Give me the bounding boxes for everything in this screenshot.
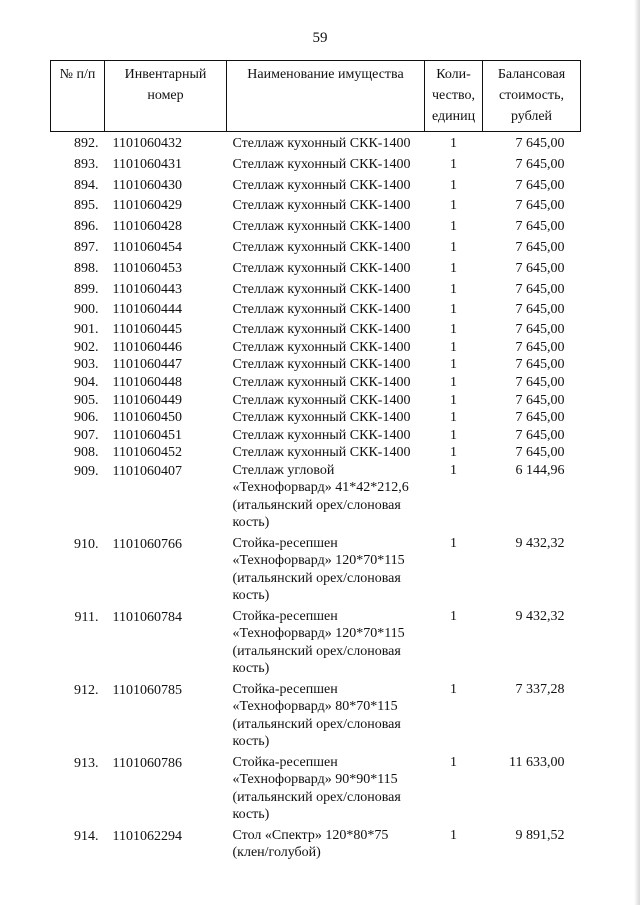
- property-name: Стеллаж кухонный СКК-1400: [232, 260, 411, 276]
- table-row: [51, 409, 581, 427]
- property-table-container: [50, 60, 581, 865]
- row-number: 900.: [74, 302, 99, 318]
- quantity: 1: [450, 239, 457, 255]
- property-name-line: Стол «Спектр» 120*80*75: [232, 827, 389, 843]
- property-name-line: (итальянский орех/слоновая: [232, 643, 401, 659]
- inventory-number: 1101060449: [112, 392, 182, 408]
- balance-cost: 6 144,96: [515, 462, 565, 478]
- property-name-line: кость): [232, 515, 270, 531]
- quantity: 1: [450, 462, 457, 478]
- table-row: [51, 444, 581, 462]
- balance-cost: 9 432,32: [515, 608, 565, 624]
- property-name-line: Стойка-ресепшен: [232, 608, 338, 624]
- table-row: [51, 339, 581, 357]
- row-number: 902.: [74, 339, 99, 355]
- inventory-number: 1101062294: [112, 828, 182, 844]
- inventory-number: 1101060450: [112, 410, 182, 426]
- row-number: 899.: [74, 281, 99, 297]
- row-number: 898.: [74, 260, 99, 276]
- property-name: Стеллаж кухонный СКК-1400: [232, 445, 411, 461]
- balance-cost: 11 633,00: [509, 754, 565, 770]
- table-row: [51, 681, 581, 754]
- table-row: [51, 356, 581, 374]
- row-number: 894.: [74, 177, 99, 193]
- table-row: [51, 321, 581, 339]
- page-number: 59: [312, 30, 328, 46]
- quantity: 1: [450, 281, 457, 297]
- balance-cost: 7 645,00: [515, 445, 565, 461]
- inventory-number: 1101060785: [112, 682, 182, 698]
- quantity: 1: [450, 410, 457, 426]
- balance-cost: 9 891,52: [515, 827, 565, 843]
- property-name-line: Стойка-ресепшен: [232, 754, 338, 770]
- property-name: Стеллаж кухонный СКК-1400: [232, 322, 411, 338]
- balance-cost: 7 645,00: [515, 427, 565, 443]
- quantity: 1: [450, 260, 457, 276]
- property-name: Стеллаж кухонный СКК-1400: [232, 374, 411, 390]
- table-row: [51, 462, 581, 535]
- property-name-line: (итальянский орех/слоновая: [232, 497, 401, 513]
- property-name-line: «Технофорвард» 80*70*115: [232, 699, 398, 715]
- balance-cost: 7 645,00: [515, 302, 565, 318]
- property-name: Стеллаж кухонный СКК-1400: [232, 281, 411, 297]
- inventory-number: 1101060431: [112, 156, 182, 172]
- balance-cost: 7 645,00: [515, 374, 565, 390]
- inventory-number: 1101060452: [112, 445, 182, 461]
- inventory-number: 1101060784: [112, 609, 182, 625]
- inventory-number: 1101060432: [112, 136, 182, 151]
- inventory-number: 1101060451: [112, 427, 182, 443]
- property-name-line: кость): [232, 807, 270, 823]
- inventory-number: 1101060766: [112, 536, 182, 552]
- quantity: 1: [450, 302, 457, 318]
- row-number: 909.: [74, 463, 99, 479]
- balance-cost: 9 432,32: [515, 535, 565, 551]
- balance-cost: 7 645,00: [515, 357, 565, 373]
- table-row: [51, 280, 581, 301]
- table-row: [51, 196, 581, 217]
- balance-cost: 7 337,28: [515, 681, 565, 697]
- property-name: Стеллаж кухонный СКК-1400: [232, 339, 411, 355]
- balance-cost: 7 645,00: [515, 136, 565, 151]
- quantity: 1: [450, 427, 457, 443]
- inventory-number: 1101060443: [112, 281, 182, 297]
- property-name: Стеллаж кухонный СКК-1400: [232, 357, 411, 373]
- quantity: 1: [450, 219, 457, 235]
- property-name: [227, 462, 425, 535]
- header-cost: Балансовая стоимость, рублей: [483, 61, 581, 132]
- inventory-number: 1101060447: [112, 357, 182, 373]
- balance-cost: 7 645,00: [515, 339, 565, 355]
- property-name: [227, 608, 425, 681]
- table-row: [51, 176, 581, 197]
- table-row: [51, 217, 581, 238]
- quantity: 1: [450, 136, 457, 151]
- table-row: [51, 392, 581, 410]
- property-name-line: «Технофорвард» 120*70*115: [232, 626, 405, 642]
- table-row: [51, 754, 581, 827]
- row-number: 907.: [74, 427, 99, 443]
- quantity: 1: [450, 156, 457, 172]
- balance-cost: 7 645,00: [515, 219, 565, 235]
- property-name-line: кость): [232, 734, 270, 750]
- property-name-line: Стойка-ресепшен: [232, 681, 338, 697]
- balance-cost: 7 645,00: [515, 239, 565, 255]
- inventory-number: 1101060445: [112, 322, 182, 338]
- inventory-number: 1101060454: [112, 239, 182, 255]
- quantity: 1: [450, 177, 457, 193]
- inventory-number: 1101060430: [112, 177, 182, 193]
- row-number: 901.: [74, 322, 99, 338]
- property-name-line: кость): [232, 588, 270, 604]
- header-name: Наименование имущества: [227, 61, 425, 132]
- header-num: № п/п: [51, 61, 105, 132]
- property-name-line: Стеллаж угловой: [232, 462, 335, 478]
- quantity: 1: [450, 357, 457, 373]
- quantity: 1: [450, 681, 457, 697]
- table-row: [51, 608, 581, 681]
- property-name-line: (итальянский орех/слоновая: [232, 789, 401, 805]
- property-name-line: Стойка-ресепшен: [232, 535, 338, 551]
- property-name-line: (итальянский орех/слоновая: [232, 570, 401, 586]
- quantity: 1: [450, 198, 457, 214]
- property-name: Стеллаж кухонный СКК-1400: [232, 392, 411, 408]
- property-name: Стеллаж кухонный СКК-1400: [232, 410, 411, 426]
- property-name: Стеллаж кухонный СКК-1400: [232, 302, 411, 318]
- quantity: 1: [450, 535, 457, 551]
- balance-cost: 7 645,00: [515, 392, 565, 408]
- row-number: 906.: [74, 410, 99, 426]
- table-header: [51, 61, 581, 132]
- inventory-number: 1101060429: [112, 198, 182, 214]
- quantity: 1: [450, 322, 457, 338]
- balance-cost: 7 645,00: [515, 410, 565, 426]
- table-row: [51, 132, 581, 155]
- row-number: 904.: [74, 374, 99, 390]
- property-name-line: (итальянский орех/слоновая: [232, 716, 401, 732]
- row-number: 896.: [74, 219, 99, 235]
- property-name: [227, 827, 425, 865]
- property-name: Стеллаж кухонный СКК-1400: [232, 177, 411, 193]
- table-row: [51, 300, 581, 321]
- quantity: 1: [450, 827, 457, 843]
- property-name-line: «Технофорвард» 120*70*115: [232, 553, 405, 569]
- table-row: [51, 427, 581, 445]
- property-name: Стеллаж кухонный СКК-1400: [232, 198, 411, 214]
- quantity: 1: [450, 445, 457, 461]
- quantity: 1: [450, 608, 457, 624]
- inventory-number: 1101060444: [112, 302, 182, 318]
- property-name: [227, 681, 425, 754]
- row-number: 905.: [74, 392, 99, 408]
- inventory-number: 1101060448: [112, 374, 182, 390]
- row-number: 897.: [74, 239, 99, 255]
- inventory-number: 1101060428: [112, 219, 182, 235]
- row-number: 914.: [74, 828, 99, 844]
- inventory-number: 1101060407: [112, 463, 182, 479]
- property-table: [50, 60, 581, 865]
- row-number: 911.: [74, 609, 99, 625]
- inventory-number: 1101060786: [112, 755, 182, 771]
- row-number: 912.: [74, 682, 99, 698]
- balance-cost: 7 645,00: [515, 177, 565, 193]
- table-row: [51, 238, 581, 259]
- header-inventory: Инвентарный номер: [105, 61, 227, 132]
- row-number: 893.: [74, 156, 99, 172]
- scan-edge-shadow: [634, 0, 640, 905]
- balance-cost: 7 645,00: [515, 156, 565, 172]
- quantity: 1: [450, 339, 457, 355]
- table-row: [51, 374, 581, 392]
- row-number: 910.: [74, 536, 99, 552]
- property-name: Стеллаж кухонный СКК-1400: [232, 136, 411, 151]
- property-name: Стеллаж кухонный СКК-1400: [232, 219, 411, 235]
- balance-cost: 7 645,00: [515, 322, 565, 338]
- row-number: 903.: [74, 357, 99, 373]
- balance-cost: 7 645,00: [515, 198, 565, 214]
- property-name-line: (клен/голубой): [232, 845, 321, 861]
- row-number: 908.: [74, 445, 99, 461]
- inventory-number: 1101060453: [112, 260, 182, 276]
- row-number: 892.: [74, 136, 99, 151]
- balance-cost: 7 645,00: [515, 260, 565, 276]
- balance-cost: 7 645,00: [515, 281, 565, 297]
- property-name-line: кость): [232, 661, 270, 677]
- table-body: [51, 132, 581, 865]
- header-row: [51, 61, 581, 132]
- table-row: [51, 155, 581, 176]
- table-row: [51, 535, 581, 608]
- row-number: 913.: [74, 755, 99, 771]
- property-name: Стеллаж кухонный СКК-1400: [232, 427, 411, 443]
- table-row: [51, 259, 581, 280]
- property-name-line: «Технофорвард» 41*42*212,6: [232, 480, 409, 496]
- quantity: 1: [450, 392, 457, 408]
- quantity: 1: [450, 374, 457, 390]
- header-qty: Коли-чество, единиц: [425, 61, 483, 132]
- table-row: [51, 827, 581, 865]
- property-name: Стеллаж кухонный СКК-1400: [232, 239, 411, 255]
- quantity: 1: [450, 754, 457, 770]
- property-name-line: «Технофорвард» 90*90*115: [232, 772, 398, 788]
- inventory-number: 1101060446: [112, 339, 182, 355]
- property-name: [227, 535, 425, 608]
- property-name: [227, 754, 425, 827]
- row-number: 895.: [74, 198, 99, 214]
- property-name: Стеллаж кухонный СКК-1400: [232, 156, 411, 172]
